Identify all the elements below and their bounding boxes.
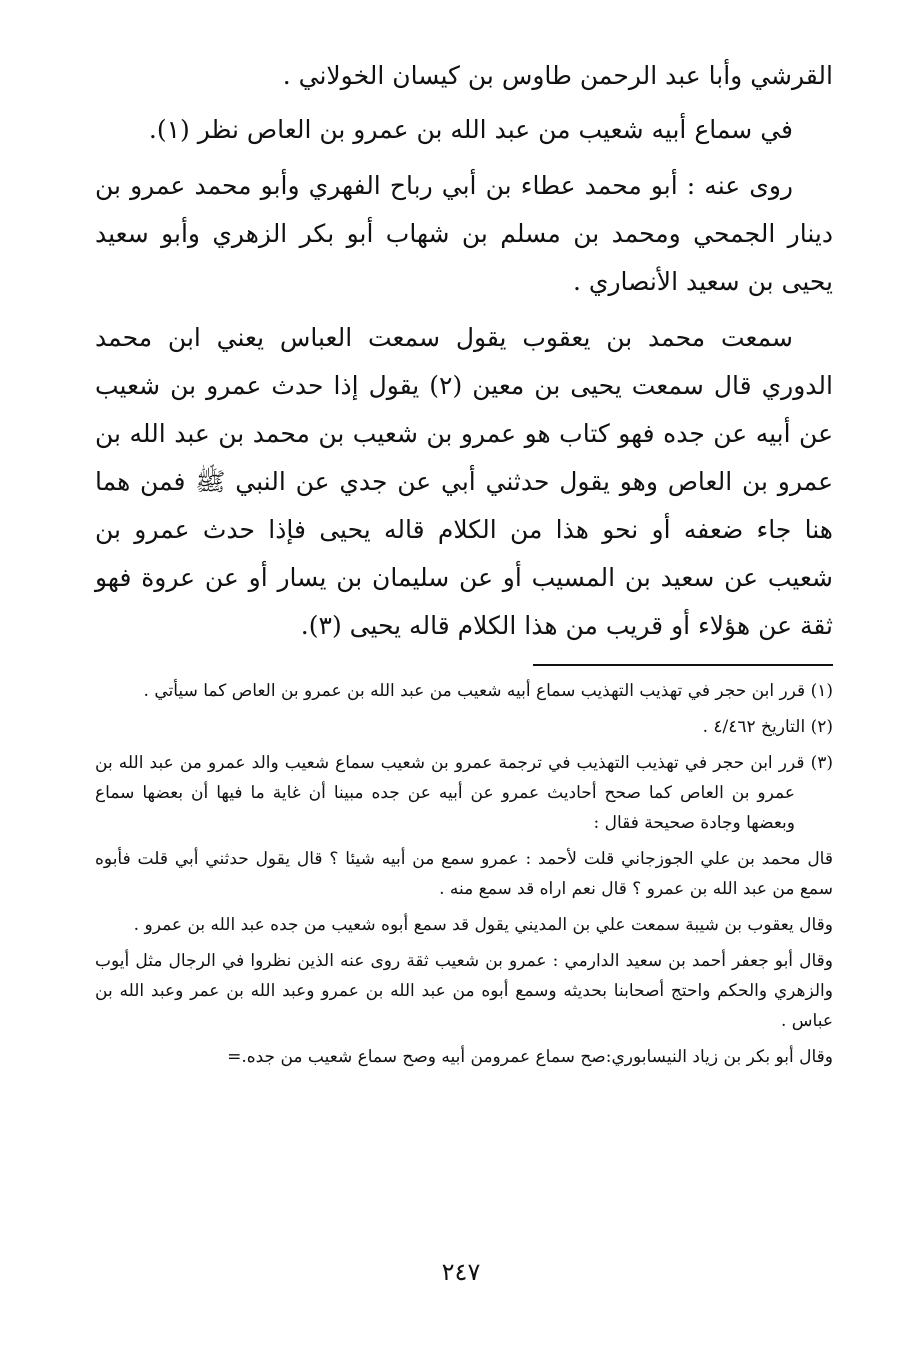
main-paragraph-2: في سماع أبيه شعيب من عبد الله بن عمرو بن العاص نظر (١). <box>148 115 793 144</box>
footnote-3-quote-3: وقال أبو جعفر أحمد بن سعيد الدارمي : عمرو بن شعيب ثقة روى عنه الذين نظروا في الرجال مثل أيوب والزهري والحكم واحتج أصحابنا بحديثه وسمع أبوه من عبد الله بن عمرو وعبد الله بن عمر وعبد الله بن عباس . <box>95 951 833 1031</box>
page-number: ٢٤٧ <box>441 1258 481 1286</box>
main-paragraph-1: القرشي وأبا عبد الرحمن طاوس بن كيسان الخولاني . <box>282 61 833 90</box>
footnote-2: (٢) التاريخ ٤/٤٦٢ . <box>702 717 833 737</box>
footnote-separator <box>533 664 833 666</box>
main-paragraph-3: روى عنه : أبو محمد عطاء بن أبي رباح الفهري وأبو محمد عمرو بن دينار الجمحي ومحمد بن مسلم بن شهاب أبو بكر الزهري وأبو سعيد يحيى بن سعيد الأنصاري . <box>95 171 833 296</box>
main-paragraph-4: سمعت محمد بن يعقوب يقول سمعت العباس يعني ابن محمد الدوري قال سمعت يحيى بن معين (٢) يقول إذا حدث عمرو بن شعيب عن أبيه عن جده فهو كتاب هو عمرو بن شعيب بن محمد بن عبد الله بن عمرو بن العاص وهو يقول حدثني أبي عن جدي عن النبي ﷺ فمن هما هنا جاء ضعفه أو نحو هذا من الكلام قاله يحيى فإذا حدث عمرو بن شعيب عن سعيد بن المسيب أو عن سليمان بن يسار أو عن عروة فهو ثقة عن هؤلاء أو قريب من هذا الكلام قاله يحيى (٣). <box>95 323 833 640</box>
footnote-3-quote-2: وقال يعقوب بن شيبة سمعت علي بن المديني يقول قد سمع أبوه شعيب من جده عبد الله بن عمرو . <box>133 915 833 935</box>
page-body <box>95 52 833 1078</box>
footnote-1: (١) قرر ابن حجر في تهذيب التهذيب سماع أبيه شعيب من عبد الله بن عمرو بن العاص كما سيأتي . <box>143 681 833 701</box>
footnote-3: (٣) قرر ابن حجر في تهذيب التهذيب في ترجمة عمرو بن شعيب سماع شعيب والد عمرو من عبد الله بن عمرو بن العاص كما صحح أحاديث عمرو عن أبيه عن جده مبينا أن غاية ما فيها أن بعضها سماع وبعضها وجادة صحيحة فقال : <box>95 753 833 833</box>
footnote-3-quote-1: قال محمد بن علي الجوزجاني قلت لأحمد : عمرو سمع من أبيه شيئا ؟ قال يقول حدثني أبي قلت فأبوه سمع من عبد الله بن عمرو ؟ قال نعم اراه قد سمع منه . <box>95 849 833 899</box>
footnote-3-quote-4: وقال أبو بكر بن زياد النيسابوري:صح سماع عمرومن أبيه وصح سماع شعيب من جده.= <box>227 1047 833 1067</box>
footnotes <box>95 676 833 1072</box>
